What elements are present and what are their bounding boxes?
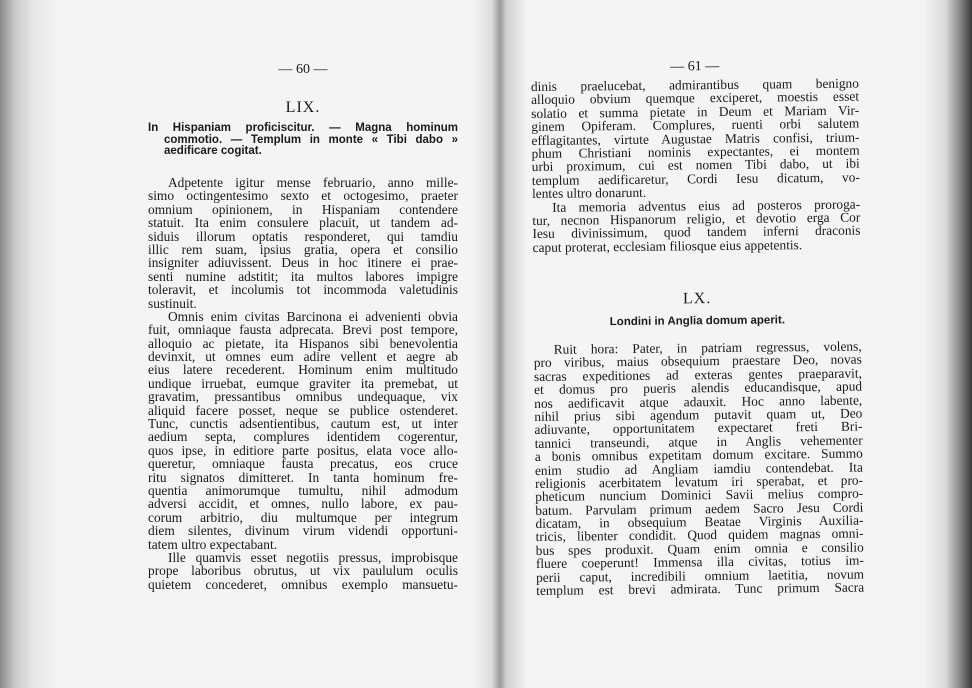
page-number: — 60 —	[278, 62, 328, 77]
text-line: pro viribus, maius obsequium praestare Deo, novas	[533, 351, 862, 371]
text-line: caput proterat, ecclesiam filiosque eius appetentis.	[532, 236, 803, 255]
text-line: omnium opinionem, in Hispaniam contendere	[148, 201, 458, 217]
text-line: alloquio obvium quemque exciperet, moestis esset	[530, 88, 860, 108]
text-line: tannici transeundi, atque in Anglis vehementer	[534, 432, 863, 451]
text-line: corum arbitrio, diu multumque per integrum	[148, 509, 458, 525]
text-line: dinis praelucebat, admirantibus quam benigno	[530, 75, 859, 94]
text-line: bus spes produxit. Quam enim omnia e consilio	[535, 539, 864, 558]
text-line: fuit, omniaque fausta adprecata. Brevi post tempore,	[148, 322, 458, 338]
page-number: — 61 —	[670, 59, 720, 75]
text-line: ginem Opiferam. Complures, ruenti orbi salutem	[531, 115, 860, 135]
text-line: fluere coeperunt! Immensa illa civitas, totius im-	[535, 552, 864, 572]
text-line: Omnis enim civitas Barcinona ei advenienti obvia	[168, 308, 458, 324]
chapter-heading	[148, 121, 458, 156]
text-line: dicatam, in obsequium Beatae Virginis Auxilia-	[535, 512, 864, 532]
text-line: templum est brevi admirata. Tunc primum Sacra	[536, 579, 865, 598]
heading-line: commotio. — Templum in monte « Tibi dabo »	[164, 133, 458, 146]
text-line: illic rem suam, ipsius gratia, opera et consilio	[148, 241, 458, 257]
heading-line: In Hispaniam proficiscitur. — Magna hominum	[148, 122, 458, 134]
text-line: sacras expeditiones ad exteras gentes praeparavit,	[533, 365, 863, 384]
text-line: quietem concederet, omnibus exemplo mansuetu-	[148, 576, 458, 592]
text-line: alloquio ac pietate, ita Hispanos sibi benevolentia	[148, 335, 458, 351]
text-line: siduis illorum optatis responderet, qui tamdiu	[148, 228, 458, 244]
text-line: devinxit, ut omnes eum adire vellent et aegre ab	[148, 349, 458, 365]
text-line: urbi proximum, cui est nomen Tibi dabo, ut ibi	[531, 155, 860, 175]
text-line: nihil prius sibi agendum putavit quam ut, Deo	[534, 405, 863, 424]
book-edge-left	[0, 0, 60, 688]
body-text	[534, 340, 865, 598]
text-line: nos aedificavit atque adauxit. Hoc anno labente,	[534, 392, 863, 411]
body-text	[531, 77, 861, 255]
text-line: aedium septa, complures identidem cogerentur,	[148, 429, 458, 445]
text-line: Ita memoria adventus eius ad posteros proroga-	[552, 196, 861, 215]
text-line: Iesu divinissimum, quod tandem inferni draconis	[532, 222, 861, 242]
text-line: simo octingentesimo sexto et octogesimo, praeter	[148, 188, 458, 204]
text-line: diem silentes, divinum virum videndi opportuni-	[148, 523, 458, 539]
text-line: ritu signatos dimitteret. In tanta hominum fre-	[148, 469, 458, 485]
text-line: Ruit hora: Pater, in patriam regressus, volens,	[553, 338, 862, 357]
text-line: sustinuit.	[148, 295, 197, 311]
text-line: templum aedificaretur, Cordi Iesu dicatum, vo-	[531, 169, 860, 188]
text-line: statuit. Ita enim consulere placuit, ut tandem ad-	[148, 215, 458, 231]
text-line: phum Christiani nominis expectantes, ei montem	[531, 142, 860, 161]
text-line: et domus pro pueris alendis educandisque, apud	[534, 378, 863, 398]
text-line: aliquid facere posset, neque se publice ostenderet.	[148, 402, 458, 418]
text-line: eius latere recederent. Hominum enim multitudo	[148, 362, 458, 378]
text-line: a bonis omnibus expetitam domum excitare. Summo	[534, 445, 863, 465]
text-line: enim studio ad Angliam iamdiu contendebat. Ita	[534, 459, 863, 478]
text-line: tur, necnon Hispanorum religio, et devotio erga Cor	[532, 209, 861, 228]
text-line: adiuvante, opportunitatem expectaret freti Bri-	[534, 418, 863, 438]
text-line: gravatim, pressantibus omnibus undequaque, vix	[148, 389, 458, 405]
heading-line: Londini in Anglia domum aperit.	[609, 314, 786, 329]
heading-line: aedificare cogitat.	[164, 145, 262, 157]
book-gutter	[472, 0, 528, 688]
text-line: tatem ultro expectabant.	[148, 536, 278, 552]
text-line: solatio et summa pietate in Deum et Mariam Vir-	[531, 102, 860, 121]
book-edge-right	[924, 0, 972, 688]
text-line: undique irruebat, eumque graviter ita premebat, ut	[148, 375, 458, 391]
text-line: batum. Parvulam primum aedem Sacro Jesu Cordi	[535, 499, 864, 518]
text-line: prope laboribus obrutus, ut vix paululum oculis	[148, 563, 458, 579]
text-line: tricis, libenter condidit. Quod quidem magnas omni-	[535, 526, 864, 545]
text-line: Tunc, cunctis adsentientibus, cautum est, ut inter	[148, 416, 458, 432]
text-line: perii caput, incredibili omnium laetitia, novum	[535, 566, 865, 585]
text-line: lentes ultro donarunt.	[531, 184, 647, 202]
text-line: religionis acerbitatem levatum iri sperabat, et pro-	[534, 472, 864, 491]
text-line: Ille quamvis esset negotiis pressus, improbisque	[168, 549, 458, 565]
text-line: efflagitantes, virtute Augustae Matris confisi, trium-	[531, 129, 860, 148]
text-line: quos ipse, in editiore parte positus, elata voce allo-	[148, 442, 458, 458]
body-text	[148, 176, 458, 591]
chapter-number: LIX.	[285, 99, 321, 116]
chapter-number: LX.	[682, 290, 712, 308]
text-line: Adpetente igitur mense februario, anno mille-	[168, 175, 458, 190]
chapter-heading	[533, 313, 861, 328]
text-line: toleravit, et incolumis tot incommoda valetudinis	[148, 282, 458, 298]
text-line: pheticum nuncium Dominici Savii melius compro-	[535, 485, 864, 505]
text-line: senti numine adstitit; ita multos labores impigre	[148, 268, 458, 284]
text-line: adversi accidit, et omnes, nullo labore, ex pau-	[148, 496, 458, 512]
text-line: insigniter adiuvissent. Deus in hoc itinere ei prae-	[148, 255, 458, 271]
text-line: queretur, omniaque fausta precatus, eos cruce	[148, 456, 458, 472]
text-line: quentia animorumque tumultu, nihil admodum	[148, 482, 458, 498]
